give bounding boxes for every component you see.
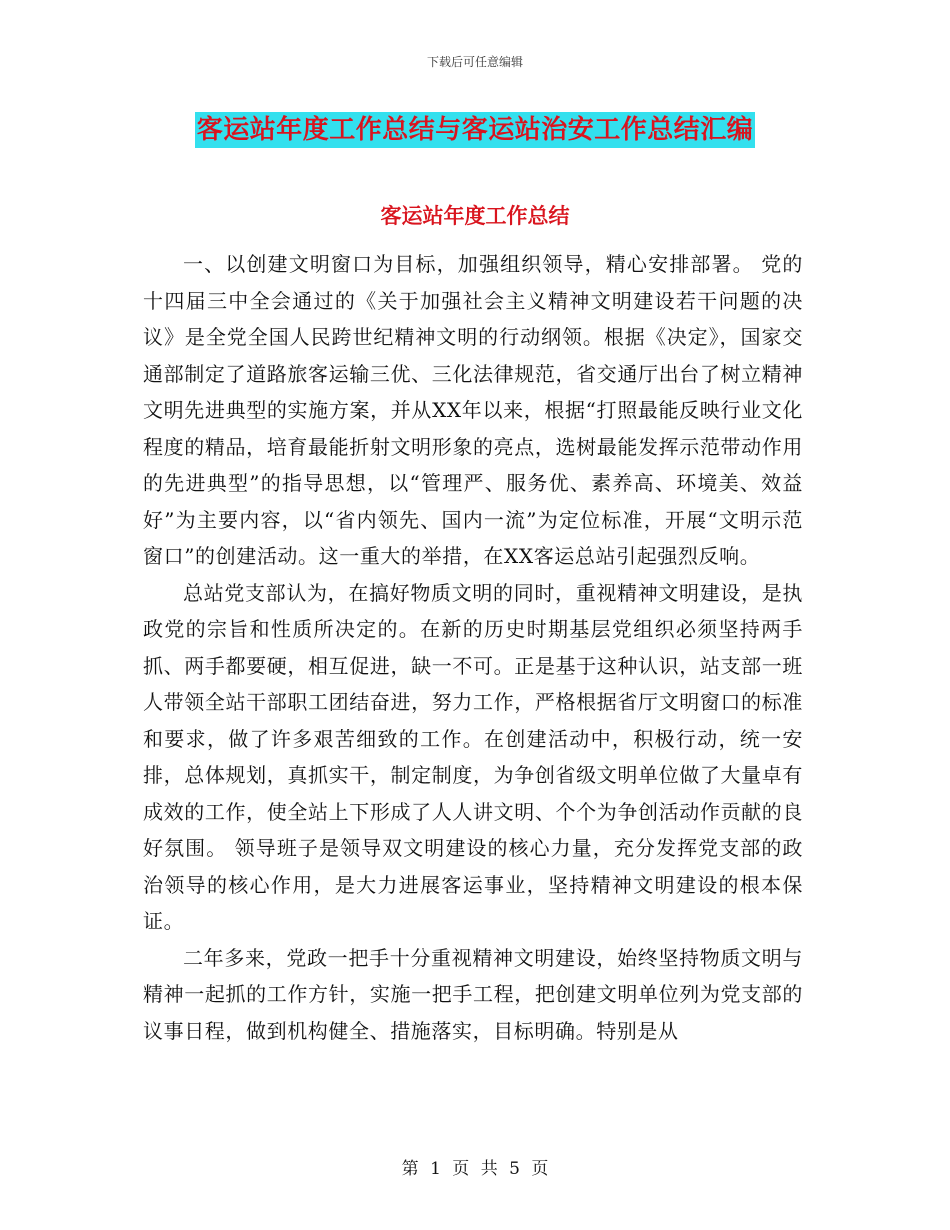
paragraph: 总站党支部认为，在搞好物质文明的同时，重视精神文明建设，是执政党的宗旨和性质所决定的。在新的历史时期基层党组织必须坚持两手抓、两手都要硬，相互促进，缺一不可。正是基于这种认识，站支部一班人带领全站干部职工团结奋进，努力工作，严格根据省厅文明窗口的标准和要求，做了许多艰苦细致的工作。在创建活动中，积极行动，统一安排，总体规划，真抓实干，制定制度，为争创省级文明单位做了大量卓有成效的工作，使全站上下形成了人人讲文明、个个为争创活动作贡献的良好氛围。 领导班子是领导双文明建设的核心力量，充分发挥党支部的政治领导的核心作用，是大力进展客运事业，坚持精神文明建设的根本保证。 (143, 580, 803, 933)
body-text (143, 246, 803, 1049)
section-title: 客运站年度工作总结 (380, 203, 570, 228)
paragraph: 二年多来，党政一把手十分重视精神文明建设，始终坚持物质文明与精神一起抓的工作方针，实施一把手工程，把创建文明单位列为党支部的议事日程，做到机构健全、措施落实，目标明确。特别是从 (143, 945, 803, 1043)
paragraph: 一、以创建文明窗口为目标，加强组织领导，精心安排部署。 党的十四届三中全会通过的《关于加强社会主义精神文明建设若干问题的决议》是全党全国人民跨世纪精神文明的行动纲领。根据《决定》，国家交通部制定了道路旅客运输三优、三化法律规范，省交通厅出台了树立精神文明先进典型的实施方案，并从XX年以来，根据“打照最能反映行业文化程度的精品，培育最能折射文明形象的亮点，选树最能发挥示范带动作用的先进典型”的指导思想，以“管理严、服务优、素养高、环境美、效益好”为主要内容，以“省内领先、国内一流”为定位标准，开展“文明示范窗口”的创建活动。这一重大的举措，在XX客运总站引起强烈反响。 (143, 252, 803, 568)
main-title: 客运站年度工作总结与客运站治安工作总结汇编 (195, 112, 756, 148)
header-note: 下载后可任意编辑 (426, 55, 523, 69)
main-title-container (0, 112, 950, 148)
page-footer: 第 1 页 共 5 页 (401, 1159, 549, 1179)
